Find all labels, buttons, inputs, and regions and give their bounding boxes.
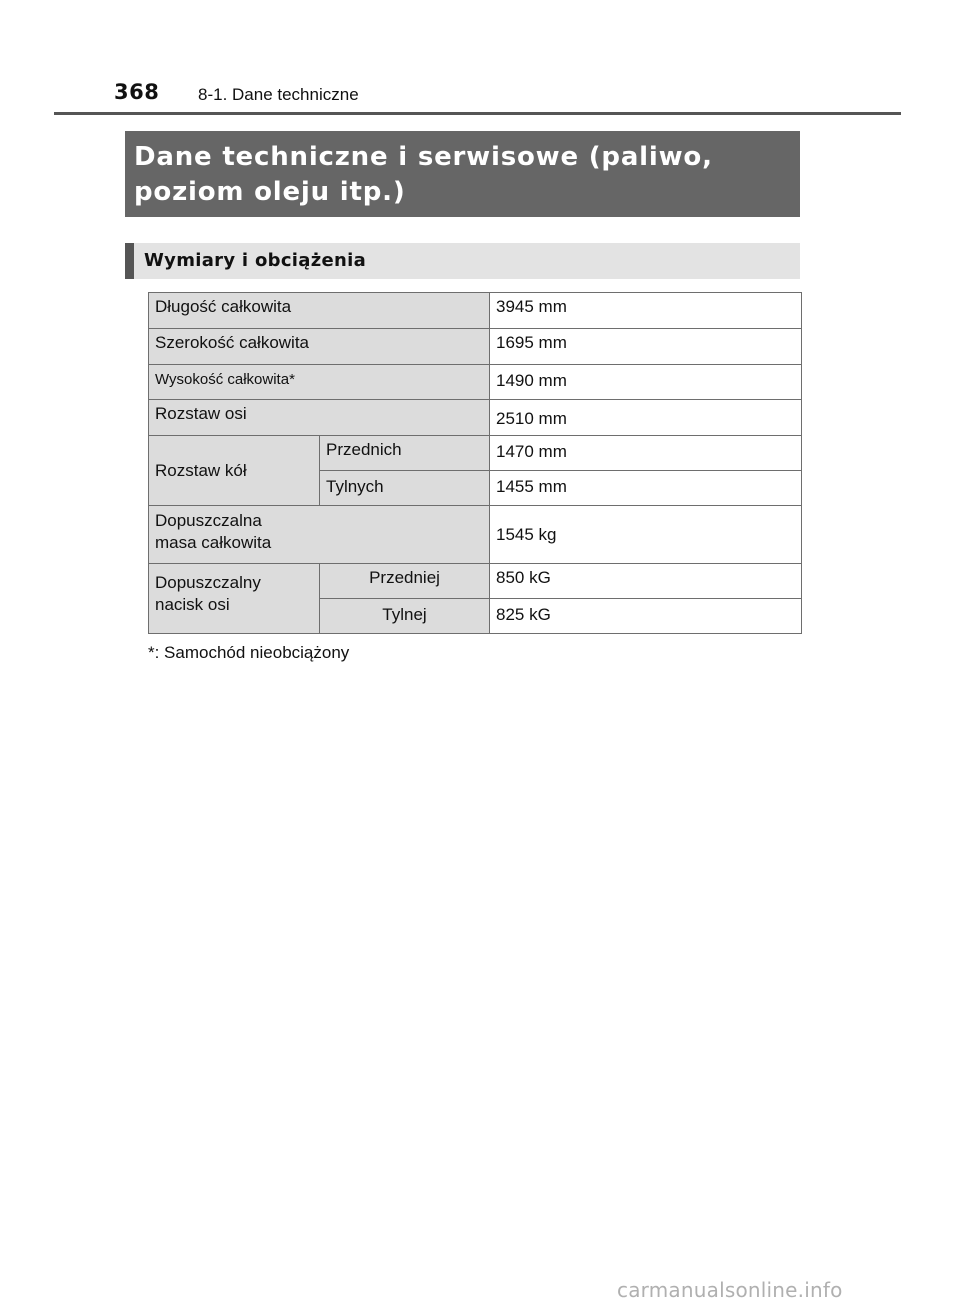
table-row	[149, 329, 802, 365]
page-title-box	[125, 131, 800, 217]
row-label-gross-weight	[149, 506, 490, 564]
table-footnote: *: Samochód nieobciążony	[148, 643, 350, 662]
row-label-overall-width: Szerokość całkowita	[149, 329, 490, 365]
header-divider	[54, 112, 901, 115]
row-value-track-front: 1470 mm	[490, 436, 802, 471]
row-value-axle-front: 850 kG	[490, 564, 802, 599]
row-value-overall-height: 1490 mm	[490, 365, 802, 400]
section-label: 8-1. Dane techniczne	[198, 85, 359, 104]
axle-load-label-line-2: nacisk osi	[155, 595, 230, 614]
row-value-gross-weight: 1545 kg	[490, 506, 802, 564]
subheading-text: Wymiary i obciążenia	[144, 250, 367, 271]
site-watermark: carmanualsonline.info	[617, 1278, 843, 1302]
section-subheading	[125, 243, 800, 279]
row-label-overall-height: Wysokość całkowita*	[149, 365, 490, 400]
table-row	[149, 365, 802, 400]
row-label-overall-length: Długość całkowita	[149, 293, 490, 329]
table-row	[149, 564, 802, 599]
row-value-overall-length: 3945 mm	[490, 293, 802, 329]
row-sublabel-axle-front: Przedniej	[320, 564, 490, 599]
table-row	[149, 506, 802, 564]
row-value-axle-rear: 825 kG	[490, 599, 802, 634]
dimensions-table	[148, 292, 802, 634]
gross-weight-label-line-2: masa całkowita	[155, 533, 272, 552]
table-row	[149, 293, 802, 329]
row-sublabel-track-front: Przednich	[320, 436, 490, 471]
gross-weight-label-line-1: Dopuszczalna	[155, 511, 262, 530]
page-number: 368	[114, 80, 160, 104]
table-row	[149, 400, 802, 436]
row-value-track-rear: 1455 mm	[490, 471, 802, 506]
row-label-wheelbase: Rozstaw osi	[149, 400, 490, 436]
row-value-overall-width: 1695 mm	[490, 329, 802, 365]
page-title-line-2: poziom oleju itp.)	[134, 177, 406, 207]
row-label-track: Rozstaw kół	[149, 436, 320, 506]
row-sublabel-track-rear: Tylnych	[320, 471, 490, 506]
table-row	[149, 436, 802, 471]
axle-load-label-line-1: Dopuszczalny	[155, 573, 261, 592]
subheading-accent-bar	[125, 243, 134, 279]
page-title-line-1: Dane techniczne i serwisowe (paliwo,	[134, 142, 713, 172]
row-value-wheelbase: 2510 mm	[490, 400, 802, 436]
row-label-axle-load	[149, 564, 320, 634]
row-sublabel-axle-rear: Tylnej	[320, 599, 490, 634]
